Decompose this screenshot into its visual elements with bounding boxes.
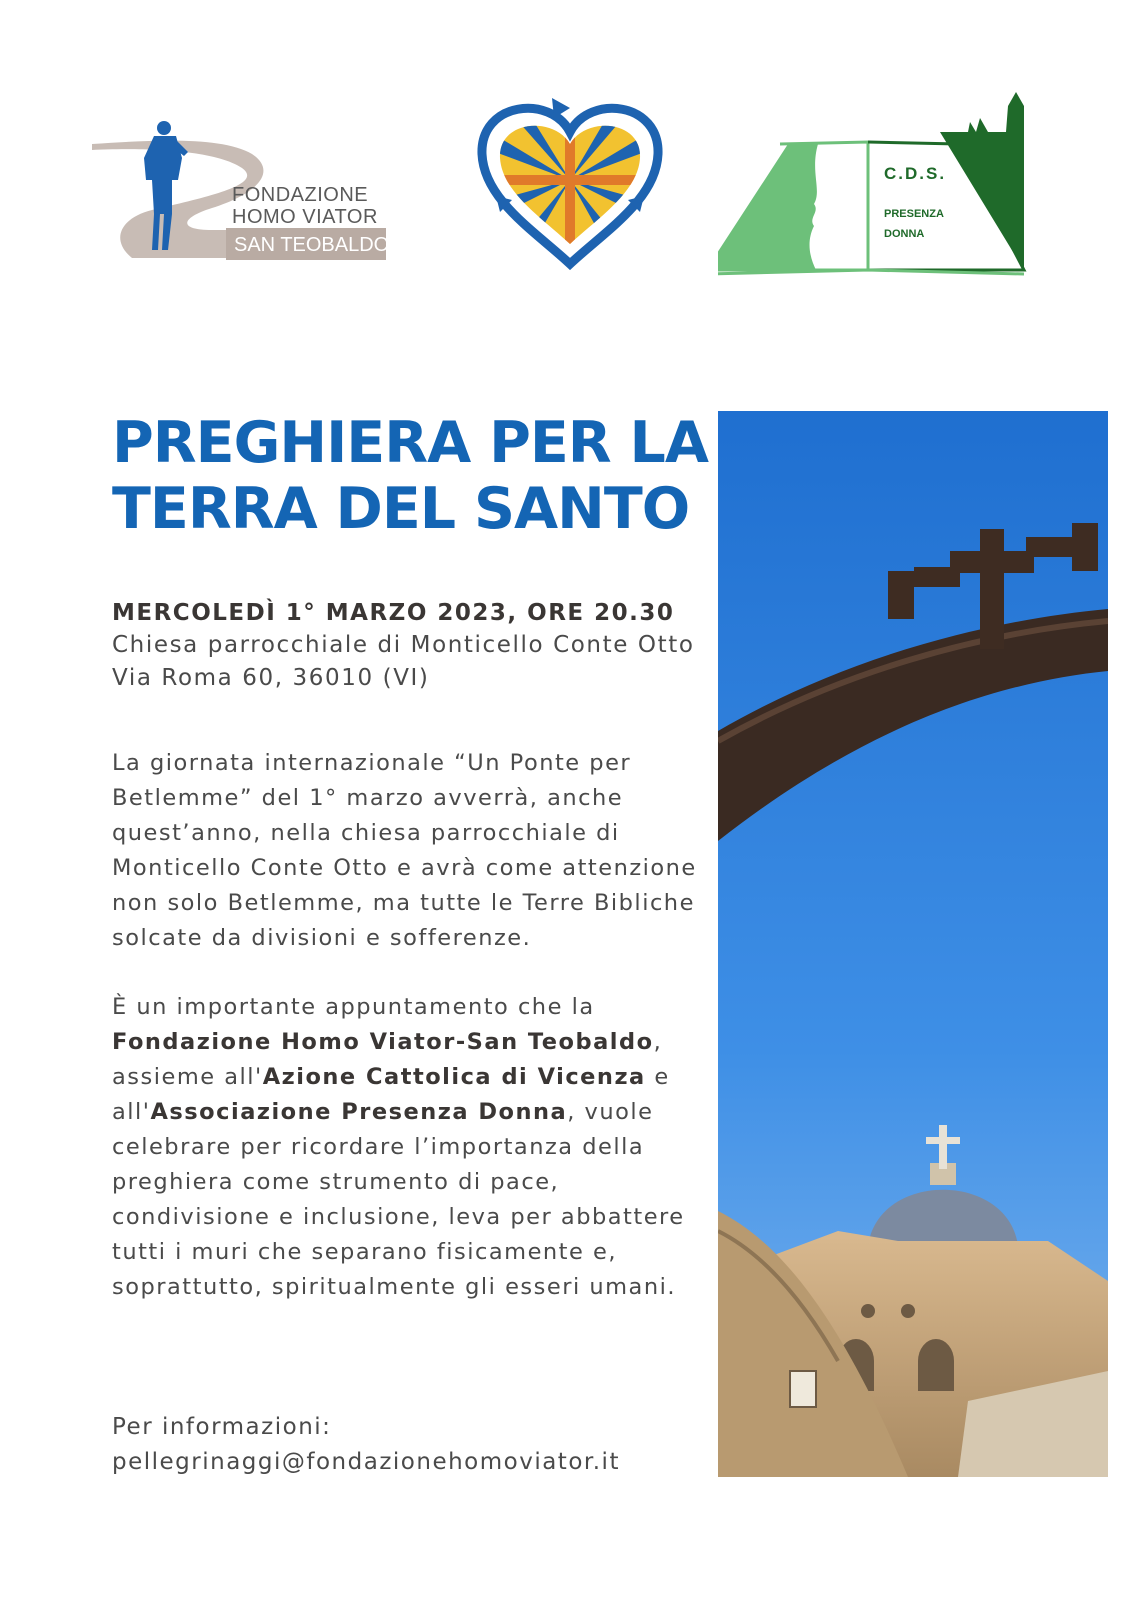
paragraph-line: preghiera come strumento di pace, — [112, 1169, 560, 1195]
title-line-1: PREGHIERA PER LA — [112, 410, 708, 476]
logo-text-cds: C.D.S. — [884, 164, 947, 183]
contact-info — [112, 1410, 620, 1480]
jerusalem-photo — [718, 411, 1108, 1477]
paragraph-line: È un importante appuntamento che la — [112, 994, 595, 1020]
event-date-time: MERCOLEDÌ 1° MARZO 2023, ORE 20.30 — [112, 600, 675, 626]
paragraph-line: solcate da divisioni e sofferenze. — [112, 925, 532, 951]
paragraph-line: soprattutto, spiritualmente gli esseri umani. — [112, 1274, 676, 1300]
comma: , — [653, 1029, 663, 1055]
text-fragment: all' — [112, 1099, 151, 1125]
paragraph-line: La giornata internazionale “Un Ponte per — [112, 750, 632, 776]
event-place: Chiesa parrocchiale di Monticello Conte Otto — [112, 632, 695, 658]
contact-email[interactable]: pellegrinaggi@fondazionehomoviator.it — [112, 1449, 620, 1475]
paragraph-intro — [112, 746, 712, 956]
logo-text-presenza: PRESENZA — [884, 208, 944, 220]
logo-text-donna: DONNA — [884, 228, 925, 240]
homo-viator-logo — [92, 118, 392, 266]
paragraph-line: celebrare per ricordare l’importanza della — [112, 1134, 645, 1160]
page-title — [112, 410, 712, 542]
paragraph-line: Betlemme” del 1° marzo avverrà, anche — [112, 785, 624, 811]
title-line-2: TERRA DEL SANTO — [112, 476, 690, 542]
cds-presenza-donna-logo — [718, 92, 1048, 284]
paragraph-line — [112, 1025, 712, 1060]
text-fragment: , vuole — [567, 1099, 654, 1125]
paragraph-line: tutti i muri che separano fisicamente e, — [112, 1239, 617, 1265]
logo-text-homo-viator: HOMO VIATOR — [232, 206, 378, 228]
paragraph-line: condivisione e inclusione, leva per abbattere — [112, 1204, 685, 1230]
paragraph-line — [112, 1060, 712, 1095]
open-book-icon — [718, 92, 1048, 284]
azione-cattolica-logo — [470, 92, 670, 277]
logo-text-san-teobaldo: SAN TEOBALDO — [234, 234, 390, 256]
event-address: Via Roma 60, 36010 (VI) — [112, 665, 430, 691]
contact-label: Per informazioni: — [112, 1414, 332, 1440]
paragraph-line: Monticello Conte Otto e avrà come attenzione — [112, 855, 697, 881]
org-presenza-donna: Associazione Presenza Donna — [150, 1099, 568, 1125]
heart-cross-icon — [470, 92, 670, 277]
paragraph-organizers — [112, 990, 712, 1305]
logo-text-fondazione: FONDAZIONE — [232, 184, 369, 206]
paragraph-line: quest’anno, nella chiesa parrocchiale di — [112, 820, 620, 846]
org-homo-viator: Fondazione Homo Viator-San Teobaldo — [112, 1029, 654, 1055]
paragraph-line — [112, 1095, 712, 1130]
org-azione-cattolica: Azione Cattolica di Vicenza — [262, 1064, 646, 1090]
text-fragment: assieme all' — [112, 1064, 263, 1090]
paragraph-line: non solo Betlemme, ma tutte le Terre Bibliche — [112, 890, 695, 916]
church-dome-photo-illustration — [718, 411, 1108, 1477]
text-fragment: e — [645, 1064, 670, 1090]
